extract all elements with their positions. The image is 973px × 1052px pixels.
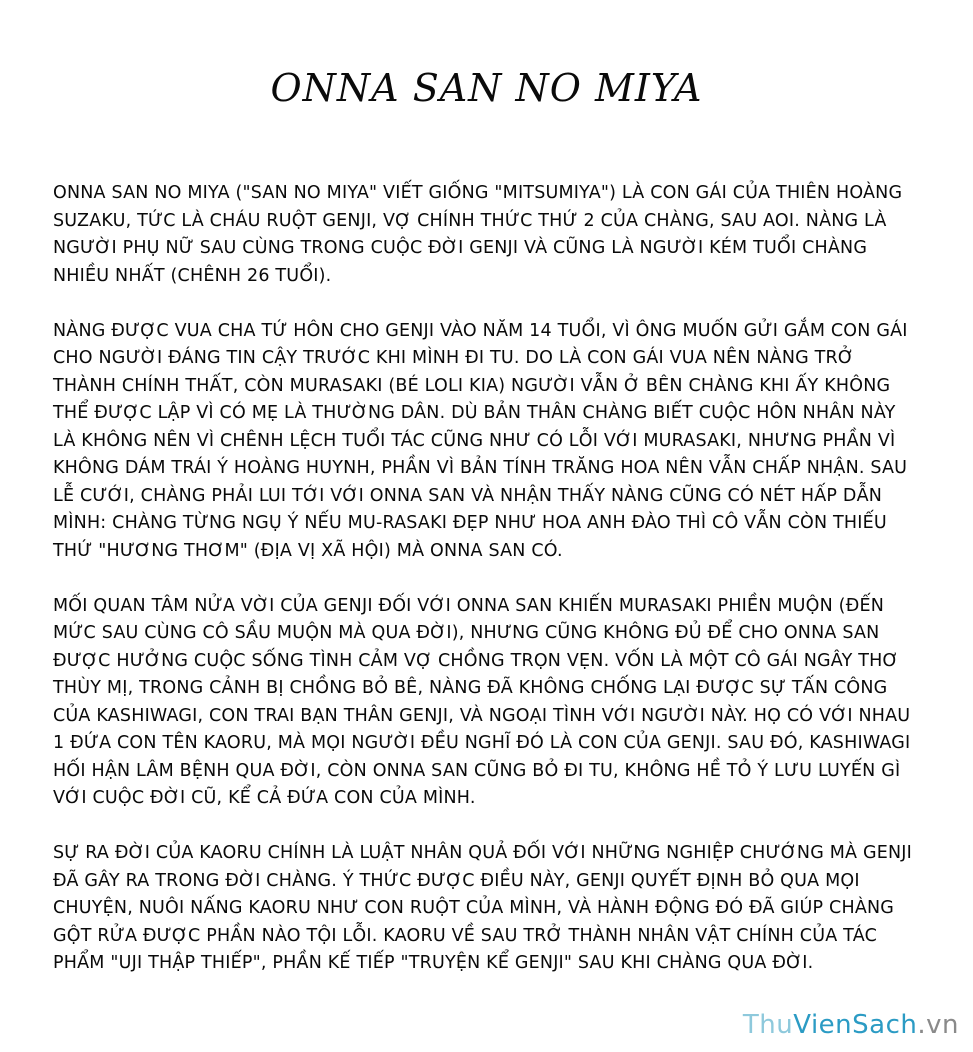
paragraph-2: NÀNG ĐƯỢC VUA CHA TỨ HÔN CHO GENJI VÀO NĂM 14 TUỔI, VÌ ÔNG MUỐN GỬI GẮM CON GÁI CHO NGƯỜI ĐÁNG TIN CẬY TRƯỚC KHI MÌNH ĐI TU. DO LÀ CON GÁI VUA NÊN NÀNG TRỞ THÀNH CHÍNH THẤT, CÒN MURASAKI (BÉ LOLI KIA) NGƯỜI VẪN Ở BÊN CHÀNG KHI ẤY KHÔNG THỂ ĐƯỢC LẬP VÌ CÓ MẸ LÀ THƯỜNG DÂN. DÙ BẢN THÂN CHÀNG BIẾT CUỘC HÔN NHÂN NÀY LÀ KHÔNG NÊN VÌ CHÊNH LỆCH TUỔI TÁC CŨNG NHƯ CÓ LỖI VỚI MURASAKI, NHƯNG PHẦN VÌ KHÔNG DÁM TRÁI Ý HOÀNG HUYNH, PHẦN VÌ BẢN TÍNH TRĂNG HOA NÊN VẪN CHẤP NHẬN. SAU LỄ CƯỚI, CHÀNG PHẢI LUI TỚI VỚI ONNA SAN VÀ NHẬN THẤY NÀNG CŨNG CÓ NÉT HẤP DẪN MÌNH: CHÀNG TỪNG NGỤ Ý NẾU MU-RASAKI ĐẸP NHƯ HOA ANH ĐÀO THÌ CÔ VẪN CÒN THIẾU THỨ "HƯƠNG THƠM" (ĐỊA VỊ XÃ HỘI) MÀ ONNA SAN CÓ. xyxy=(53,320,908,561)
page-title: ONNA SAN NO MIYA xyxy=(270,66,703,110)
watermark-part-domain: .vn xyxy=(917,1010,959,1040)
paragraph-1: ONNA SAN NO MIYA ("SAN NO MIYA" VIẾT GIỐNG "MITSUMIYA") LÀ CON GÁI CỦA THIÊN HOÀNG SUZAKU, TỨC LÀ CHÁU RUỘT GENJI, VỢ CHÍNH THỨC THỨ 2 CỦA CHÀNG, SAU AOI. NÀNG LÀ NGƯỜI PHỤ NỮ SAU CÙNG TRONG CUỘC ĐỜI GENJI VÀ CŨNG LÀ NGƯỜI KÉM TUỔI CHÀNG NHIỀU NHẤT (CHÊNH 26 TUỔI). xyxy=(53,183,903,286)
article-body xyxy=(53,180,919,1005)
watermark-part-viensach: VienSach xyxy=(793,1010,918,1040)
paragraph-3: MỐI QUAN TÂM NỬA VỜI CỦA GENJI ĐỐI VỚI ONNA SAN KHIẾN MURASAKI PHIỀN MUỘN (ĐẾN MỨC SAU CÙNG CÔ SẦU MUỘN MÀ QUA ĐỜI), NHƯNG CŨNG KHÔNG ĐỦ ĐỂ CHO ONNA SAN ĐƯỢC HƯỞNG CUỘC SỐNG TÌNH CẢM VỢ CHỒNG TRỌN VẸN. VỐN LÀ MỘT CÔ GÁI NGÂY THƠ THÙY MỊ, TRONG CẢNH BỊ CHỒNG BỎ BÊ, NÀNG ĐÃ KHÔNG CHỐNG LẠI ĐƯỢC SỰ TẤN CÔNG CỦA KASHIWAGI, CON TRAI BẠN THÂN GENJI, VÀ NGOẠI TÌNH VỚI NGƯỜI NÀY. HỌ CÓ VỚI NHAU 1 ĐỨA CON TÊN KAORU, MÀ MỌI NGƯỜI ĐỀU NGHĨ ĐÓ LÀ CON CỦA GENJI. SAU ĐÓ, KASHIWAGI HỐI HẬN LÂM BỆNH QUA ĐỜI, CÒN ONNA SAN CŨNG BỎ ĐI TU, KHÔNG HỀ TỎ Ý LƯU LUYẾN GÌ VỚI CUỘC ĐỜI CŨ, KỂ CẢ ĐỨA CON CỦA MÌNH. xyxy=(53,595,911,808)
watermark-part-thu: Thu xyxy=(742,1010,794,1040)
watermark-logo xyxy=(743,1010,959,1040)
paragraph-4: SỰ RA ĐỜI CỦA KAORU CHÍNH LÀ LUẬT NHÂN QUẢ ĐỐI VỚI NHỮNG NGHIỆP CHƯỚNG MÀ GENJI ĐÃ GÂY RA TRONG ĐỜI CHÀNG. Ý THỨC ĐƯỢC ĐIỀU NÀY, GENJI QUYẾT ĐỊNH BỎ QUA MỌI CHUYỆN, NUÔI NẤNG KAORU NHƯ CON RUỘT CỦA MÌNH, VÀ HÀNH ĐỘNG ĐÓ ĐÃ GIÚP CHÀNG GỘT RỬA ĐƯỢC PHẦN NÀO TỘI LỖI. KAORU VỀ SAU TRỞ THÀNH NHÂN VẬT CHÍNH CỦA TÁC PHẨM "UJI THẬP THIẾP", PHẦN KẾ TIẾP "TRUYỆN KỂ GENJI" SAU KHI CHÀNG QUA ĐỜI. xyxy=(53,843,912,973)
